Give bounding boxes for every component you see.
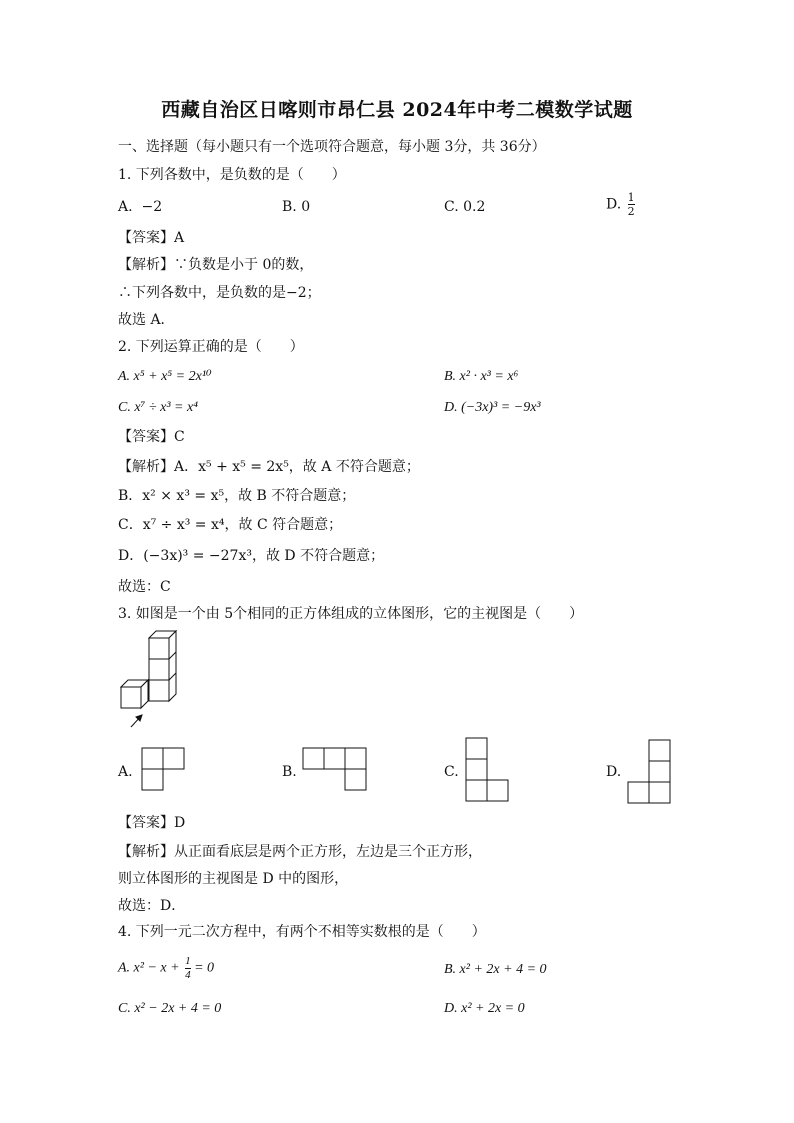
q2-analysis-line-5: 故选：C	[118, 579, 171, 595]
q2-analysis-line-3: C．x⁷ ÷ x³ = x⁴，故 C 符合题意；	[118, 517, 343, 533]
q1-option-c: C. 0.2	[444, 199, 486, 215]
q1-answer: 【答案】A	[118, 230, 185, 246]
q2-answer: 【答案】C	[118, 429, 185, 445]
q3-analysis-line-3: 故选：D．	[118, 898, 186, 914]
q4-option-c: C. x² − 2x + 4 = 0	[118, 1001, 222, 1016]
q2-option-a: A. x⁵ + x⁵ = 2x¹⁰	[118, 369, 212, 384]
section-heading: 一、选择题（每小题只有一个选项符合题意，每小题 3分，共 36分）	[118, 139, 546, 155]
q1-stem: 1. 下列各数中，是负数的是（ ）	[118, 167, 346, 183]
q3-option-a-label: A.	[118, 764, 133, 780]
q3-option-b-figure	[302, 747, 370, 793]
fraction: $\frac{1}{2}$	[627, 191, 635, 218]
q1-analysis-line-1: 【解析】∵负数是小于 0的数，	[118, 257, 314, 273]
q1-option-a: A. −2	[118, 199, 163, 215]
q3-answer: 【答案】D	[118, 815, 186, 831]
q2-analysis-line-2: B．x² × x³ = x⁵，故 B 不符合题意；	[118, 488, 356, 504]
q2-analysis-line-4: D．(−3x)³ = −27x³，故 D 不符合题意；	[118, 548, 385, 564]
q1-option-b-text: 0	[301, 199, 311, 215]
q2-analysis-line-1: 【解析】A．x⁵ + x⁵ = 2x⁵，故 A 不符合题意；	[118, 459, 420, 475]
q4-stem: 4. 下列一元二次方程中，有两个不相等实数根的是（ ）	[118, 924, 486, 940]
q3-option-c-label: C.	[444, 764, 459, 780]
q1-analysis-line-2: ∴下列各数中，是负数的是−2；	[118, 285, 321, 301]
q2-option-c: C. x⁷ ÷ x³ = x⁴	[118, 400, 199, 415]
cube-stack-figure	[118, 630, 188, 730]
q1-option-d: D. $\frac{1}{2}$	[606, 191, 635, 218]
q3-analysis-line-1: 【解析】从正面看底层是两个正方形，左边是三个正方形，	[118, 844, 482, 860]
q3-option-d-label: D.	[606, 764, 622, 780]
q2-option-b: B. x² · x³ = x⁶	[444, 369, 519, 384]
page-title: 西藏自治区日喀则市昂仁县 2024年中考二模数学试题	[161, 99, 633, 121]
q3-option-c-figure	[465, 737, 513, 805]
q4-option-a: A. x² − x + $\frac{1}{4}$ = 0	[118, 955, 215, 981]
q2-stem: 2. 下列运算正确的是（ ）	[118, 339, 304, 355]
q3-analysis-line-2: 则立体图形的主视图是 D 中的图形，	[118, 871, 349, 887]
q1-analysis-line-3: 故选 A．	[118, 312, 175, 328]
q1-option-a-text: −2	[141, 199, 163, 215]
q4-option-b: B. x² + 2x + 4 = 0	[444, 962, 547, 977]
q3-option-d-figure	[627, 739, 675, 805]
q3-option-a-figure	[141, 747, 187, 793]
fraction: $\frac{1}{4}$	[185, 955, 191, 981]
q1-option-c-text: 0.2	[463, 199, 486, 215]
q3-option-b-label: B.	[282, 764, 297, 780]
q2-option-d: D. (−3x)³ = −9x³	[444, 400, 541, 415]
q1-option-b: B. 0	[282, 199, 311, 215]
q4-option-d: D. x² + 2x = 0	[444, 1001, 525, 1016]
q3-stem: 3. 如图是一个由 5个相同的正方体组成的立体图形，它的主视图是（ ）	[118, 606, 584, 622]
